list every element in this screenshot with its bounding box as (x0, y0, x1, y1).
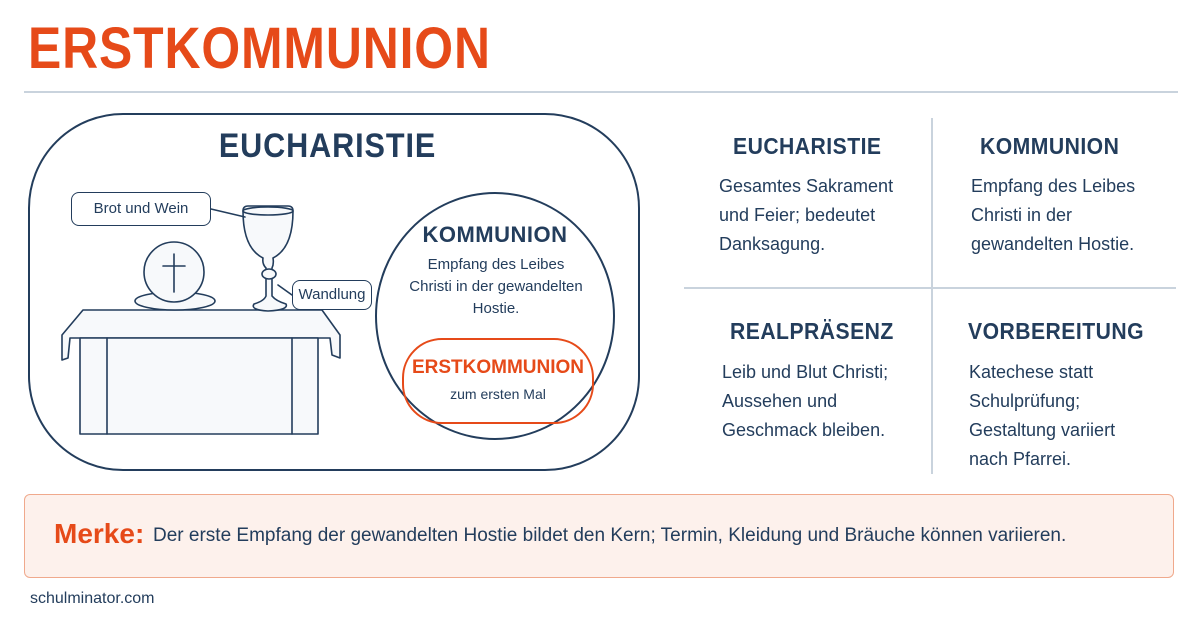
definition-line: gewandelten Hostie. (971, 234, 1135, 254)
definition-realpraesenz-text (722, 358, 888, 445)
definition-line: Gestaltung variiert (969, 420, 1116, 440)
kommunion-circle-title: KOMMUNION (422, 222, 568, 247)
definition-line: Schulprüfung; (969, 391, 1081, 411)
note-label: Merke: (54, 518, 145, 549)
grid-divider-vertical (931, 118, 933, 474)
note-text: Der erste Empfang der gewandelten Hostie bildet den Kern; Termin, Kleidung und Bräuche können variieren. (153, 525, 1067, 546)
definition-realpraesenz-heading: REALPRÄSENZ (730, 318, 894, 344)
definition-line: Christi in der (971, 205, 1073, 225)
definition-eucharistie-heading: EUCHARISTIE (733, 133, 882, 159)
definition-line: Aussehen und (722, 391, 838, 411)
bread-wine-callout: Brot und Wein (71, 192, 211, 226)
definition-vorbereitung-text (969, 358, 1115, 474)
definition-kommunion-text (971, 172, 1135, 259)
definition-eucharistie-text (719, 172, 893, 259)
definition-line: Gesamtes Sakrament (719, 176, 894, 196)
definition-kommunion-heading: KOMMUNION (980, 133, 1120, 159)
definition-line: Katechese statt (969, 362, 1094, 382)
erstkommunion-box (402, 338, 594, 424)
footer-source: schulminator.com (30, 590, 155, 607)
eucharistie-label: EUCHARISTIE (218, 127, 437, 165)
definition-line: Danksagung. (719, 234, 826, 254)
kommunion-circle-text: Empfang des Leibes Christi in der gewandelten Hostie. (409, 256, 583, 317)
definition-line: nach Pfarrei. (969, 449, 1072, 469)
page-title: ERSTKOMMUNION (28, 16, 491, 81)
erstkommunion-box-title: ERSTKOMMUNION (411, 357, 585, 378)
grid-divider-horizontal (684, 287, 1176, 289)
altar-base (80, 338, 318, 434)
chalice-icon (243, 206, 293, 311)
definition-vorbereitung-heading: VORBEREITUNG (968, 318, 1144, 344)
definition-line: Leib und Blut Christi; (722, 362, 889, 382)
erstkommunion-box-text: zum ersten Mal (450, 386, 546, 402)
transformation-callout: Wandlung (292, 280, 372, 310)
definition-line: und Feier; bedeutet (719, 205, 876, 225)
definition-line: Empfang des Leibes (971, 176, 1136, 196)
definition-line: Geschmack bleiben. (722, 420, 886, 440)
